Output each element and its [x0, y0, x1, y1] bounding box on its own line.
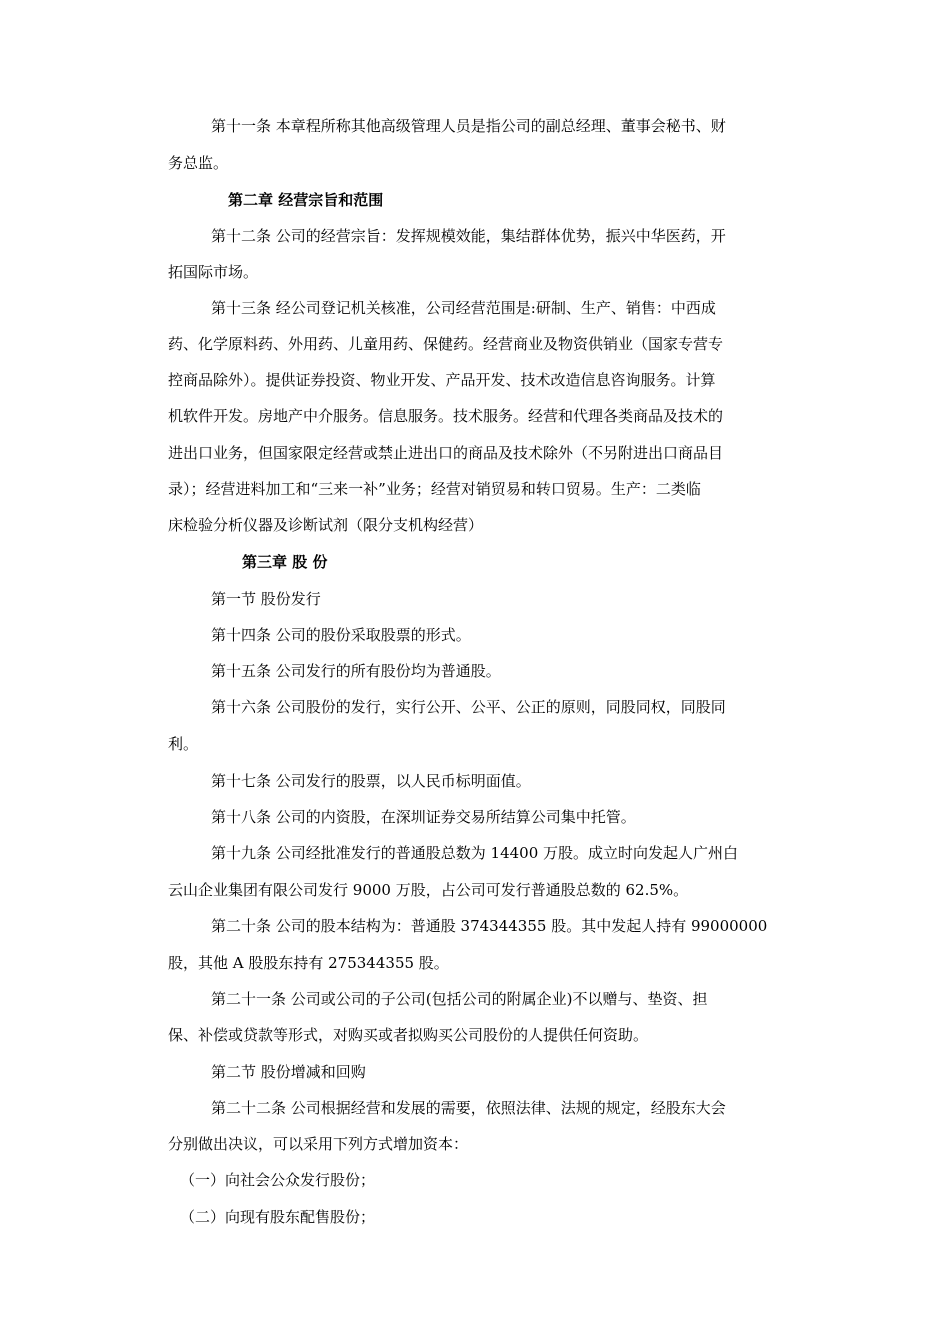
list-item-2: （二）向现有股东配售股份；	[180, 1208, 376, 1226]
article-13-line-4: 机软件开发。房地产中介服务。信息服务。技术服务。经营和代理各类商品及技术的	[168, 407, 724, 425]
article-16-line-2: 利。	[168, 735, 199, 753]
article-13-line-2: 药、化学原料药、外用药、儿童用药、保健药。经营商业及物资供销业（国家专营专	[168, 335, 724, 353]
article-19-line-2: 云山企业集团有限公司发行 9000 万股，占公司可发行普通股总数的 62.5%。	[168, 881, 689, 899]
article-13-line-3: 控商品除外）。提供证券投资、物业开发、产品开发、技术改造信息咨询服务。计算	[168, 371, 716, 389]
article-16-line-1: 第十六条 公司股份的发行，实行公开、公平、公正的原则，同股同权，同股同	[211, 698, 726, 716]
article-12-line-1: 第十二条 公司的经营宗旨：发挥规模效能，集结群体优势，振兴中华医药，开	[211, 227, 726, 245]
article-15-line-1: 第十五条 公司发行的所有股份均为普通股。	[211, 662, 501, 680]
article-20-line-2: 股，其他 A 股股东持有 275344355 股。	[168, 954, 449, 972]
article-22-line-1: 第二十二条 公司根据经营和发展的需要，依照法律、法规的规定，经股东大会	[211, 1099, 726, 1117]
article-13-line-5: 进出口业务，但国家限定经营或禁止进出口的商品及技术除外（不另附进出口商品目	[168, 444, 724, 462]
list-item-1: （一）向社会公众发行股份；	[180, 1171, 376, 1189]
section-1-heading: 第一节 股份发行	[211, 590, 321, 608]
article-22-line-2: 分别做出决议，可以采用下列方式增加资本：	[168, 1135, 469, 1153]
article-18-line-1: 第十八条 公司的内资股，在深圳证券交易所结算公司集中托管。	[211, 808, 636, 826]
article-14-line-1: 第十四条 公司的股份采取股票的形式。	[211, 626, 471, 644]
article-12-line-2: 拓国际市场。	[168, 263, 259, 281]
chapter-2-heading: 第二章 经营宗旨和范围	[228, 191, 384, 209]
section-2-heading: 第二节 股份增减和回购	[211, 1063, 366, 1081]
article-11-line-2: 务总监。	[168, 154, 229, 172]
article-21-line-1: 第二十一条 公司或公司的子公司(包括公司的附属企业)不以赠与、垫资、担	[211, 990, 708, 1008]
article-13-line-6: 录）；经营进料加工和“三来一补”业务；经营对销贸易和转口贸易。生产：二类临	[168, 480, 701, 498]
article-19-line-1: 第十九条 公司经批准发行的普通股总数为 14400 万股。成立时向发起人广州白	[211, 844, 739, 862]
article-13-line-1: 第十三条 经公司登记机关核准，公司经营范围是:研制、生产、销售：中西成	[211, 299, 716, 317]
article-13-line-7: 床检验分析仪器及诊断试剂（限分支机构经营）	[168, 516, 484, 534]
article-11-line-1: 第十一条 本章程所称其他高级管理人员是指公司的副总经理、董事会秘书、财	[211, 117, 726, 135]
article-21-line-2: 保、补偿或贷款等形式，对购买或者拟购买公司股份的人提供任何资助。	[168, 1026, 649, 1044]
article-17-line-1: 第十七条 公司发行的股票，以人民币标明面值。	[211, 772, 531, 790]
article-20-line-1: 第二十条 公司的股本结构为：普通股 374344355 股。其中发起人持有 99000000	[211, 917, 768, 935]
chapter-3-heading: 第三章 股 份	[242, 553, 328, 571]
